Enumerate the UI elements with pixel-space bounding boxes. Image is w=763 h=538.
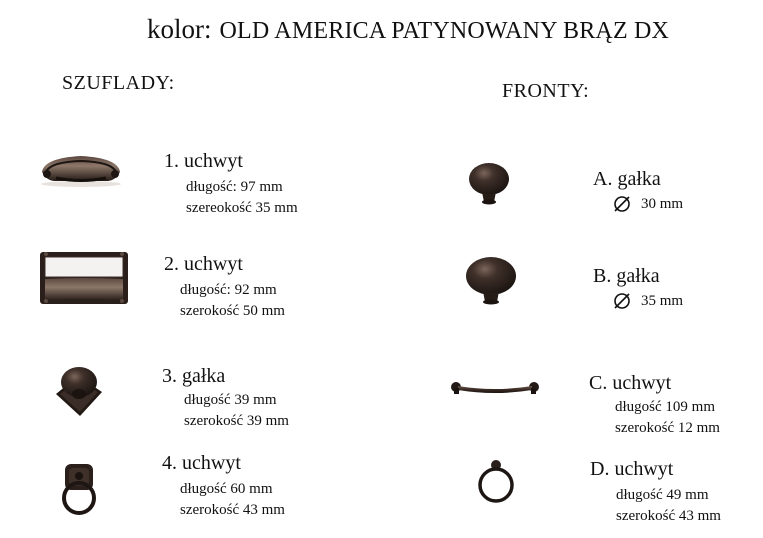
front-item-c bbox=[589, 371, 720, 439]
diameter-icon bbox=[613, 195, 631, 213]
bar-pull-handle-icon bbox=[450, 378, 540, 398]
item-width: szerokość 50 mm bbox=[180, 303, 285, 319]
item-width: szerokość 39 mm bbox=[184, 413, 289, 429]
round-knob-icon bbox=[466, 162, 512, 206]
item-label: A. gałka bbox=[593, 168, 661, 190]
item-length: długość 39 mm bbox=[184, 392, 277, 408]
item-label: 2. uchwyt bbox=[164, 253, 243, 275]
label-frame-pull-icon bbox=[37, 249, 131, 309]
item-length: długość: 97 mm bbox=[186, 179, 283, 195]
ring-pull-icon bbox=[56, 462, 102, 518]
item-length: długość 49 mm bbox=[616, 487, 709, 503]
ring-pull-icon bbox=[474, 459, 518, 505]
item-label: 1. uchwyt bbox=[164, 150, 243, 172]
item-width: szerokość 43 mm bbox=[180, 502, 285, 518]
item-label: B. gałka bbox=[593, 265, 660, 287]
item-diameter-row bbox=[613, 292, 683, 310]
drawer-item-4 bbox=[162, 451, 285, 521]
front-item-d bbox=[590, 457, 721, 527]
item-diameter-row bbox=[613, 195, 683, 213]
item-length: długość: 92 mm bbox=[180, 282, 277, 298]
item-width: szereokość 35 mm bbox=[186, 200, 298, 216]
item-diameter: 35 mm bbox=[641, 292, 684, 309]
front-item-a bbox=[593, 167, 683, 213]
drawer-item-3 bbox=[162, 364, 289, 432]
item-width: szerokość 43 mm bbox=[616, 508, 721, 524]
item-label: D. uchwyt bbox=[590, 458, 674, 480]
title-color-name: OLD AMERICA PATYNOWANY BRĄZ DX bbox=[219, 18, 670, 44]
item-length: długość 109 mm bbox=[615, 399, 715, 415]
item-label: C. uchwyt bbox=[589, 372, 672, 394]
item-label: 3. gałka bbox=[162, 365, 226, 387]
fronts-heading: FRONTY: bbox=[502, 80, 590, 102]
drawer-item-2 bbox=[164, 252, 285, 322]
item-label: 4. uchwyt bbox=[162, 452, 241, 474]
item-width: szerokość 12 mm bbox=[615, 420, 720, 436]
drawers-heading: SZUFLADY: bbox=[62, 72, 175, 94]
drawer-item-1 bbox=[164, 149, 298, 219]
square-base-knob-icon bbox=[48, 362, 110, 424]
round-knob-icon bbox=[463, 256, 519, 306]
item-diameter: 30 mm bbox=[641, 195, 684, 212]
front-item-b bbox=[593, 264, 683, 310]
page-title bbox=[147, 14, 669, 45]
title-prefix: kolor: bbox=[147, 14, 212, 44]
item-length: długość 60 mm bbox=[180, 481, 273, 497]
cup-pull-handle-icon bbox=[36, 150, 126, 190]
diameter-icon bbox=[613, 292, 631, 310]
